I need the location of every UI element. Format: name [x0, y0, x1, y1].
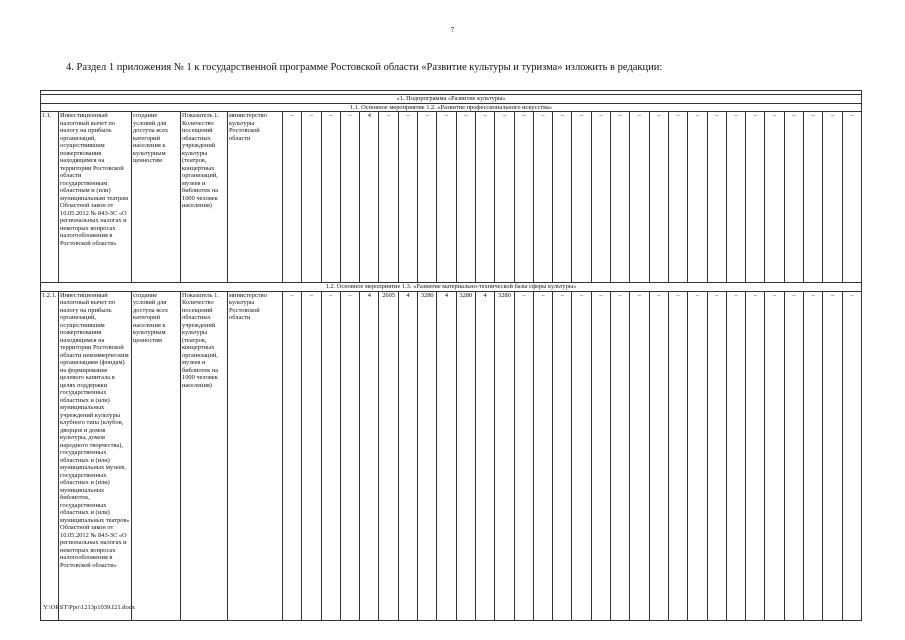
- benefit-goal: создание условий для доступа всех категорий населения к культурным ценностям: [132, 112, 181, 283]
- value-cell: –: [456, 112, 475, 283]
- value-cell: 3280: [456, 291, 475, 620]
- value-cell: –: [611, 112, 630, 283]
- page-number: 7: [450, 26, 455, 34]
- value-cell: –: [379, 112, 398, 283]
- tax-benefit-name: Инвестиционный налоговый вычет по налогу на прибыль организаций, осуществившим пожертвования находящимся на территории Ростовской области некоммерческим организациям (фондам) на формирование целевого капитала в целях поддержки государственных областных и (или) муниципальных учреждений культуры клубного типа (клубов, дворцов и домов культуры, домов народного творчества), государственных областных и (или) муниципальных музеев, государственных областных и (или) муниципальных библиотек, государственных областных и (или) муниципальных театров» Областной закон от 10.05.2012 № 843-ЗС «О региональных налогах и некоторых вопросах налогообложения в Ростовской области»: [59, 291, 132, 620]
- value-cell: 3280: [495, 291, 514, 620]
- tax-expenditure-table: [40, 90, 862, 621]
- value-cell: –: [688, 291, 707, 620]
- value-cell: –: [340, 112, 359, 283]
- value-cell: –: [784, 291, 803, 620]
- value-cell: –: [283, 291, 302, 620]
- value-cell: –: [321, 291, 340, 620]
- target-indicator: Показатель 1. Количество посещений областных учреждений культуры (театров, концертных организаций, музеев и библиотек на 1000 человек населения): [181, 112, 228, 283]
- value-cell: –: [572, 112, 591, 283]
- value-cell: –: [726, 112, 745, 283]
- value-cell: –: [630, 291, 649, 620]
- row-number: 1.1.: [41, 112, 59, 283]
- value-cell: –: [649, 112, 668, 283]
- file-path-footer: Y:\ORST\Ppo\1213p1039.f21.docx: [43, 604, 135, 611]
- value-cell: –: [572, 291, 591, 620]
- value-cell: –: [668, 112, 687, 283]
- section-header: 1.2. Основное мероприятие 1.3. «Развитие материально-технической базы сферы культуры»: [41, 283, 862, 292]
- value-cell: –: [514, 112, 533, 283]
- value-cell: –: [823, 291, 842, 620]
- value-cell: –: [437, 112, 456, 283]
- target-indicator: Показатель 1. Количество посещений областных учреждений культуры (театров, концертных организаций, музеев и библиотек на 1000 человек населения): [181, 291, 228, 620]
- table-row: [41, 291, 862, 620]
- value-cell: –: [746, 291, 765, 620]
- table-row: [41, 112, 862, 283]
- value-cell: –: [784, 112, 803, 283]
- value-cell: –: [533, 291, 552, 620]
- value-cell: –: [765, 291, 784, 620]
- value-cell: –: [553, 112, 572, 283]
- intro-paragraph: 4. Раздел 1 приложения № 1 к государственной программе Ростовской области «Развитие культуры и туризма» изложить в редакции:: [66, 62, 663, 73]
- value-cell: –: [495, 112, 514, 283]
- subprogram-row: [41, 95, 862, 104]
- value-cell: –: [823, 112, 842, 283]
- value-cell: 4: [475, 291, 494, 620]
- value-cell: 2605: [379, 291, 398, 620]
- value-cell: –: [340, 291, 359, 620]
- value-cell: –: [418, 112, 437, 283]
- value-cell: –: [726, 291, 745, 620]
- value-cell: –: [514, 291, 533, 620]
- tax-benefit-name: Инвестиционный налоговый вычет по налогу на прибыль организаций, осуществившим пожертвования находящимся на территории Ростовской области государственным областным и (или) муниципальным театрам Областной закон от 10.05.2012 № 843-ЗС «О региональных налогах и некоторых вопросах налогообложения в Ростовской области»: [59, 112, 132, 283]
- value-cell: –: [804, 112, 823, 283]
- value-cell: –: [688, 112, 707, 283]
- value-cell: 4: [360, 112, 379, 283]
- value-cell: –: [611, 291, 630, 620]
- value-cell: –: [649, 291, 668, 620]
- subprogram-title: «1. Подпрограмма «Развитие культуры»: [41, 95, 862, 104]
- table-body: [41, 103, 862, 620]
- section-header-row: [41, 283, 862, 292]
- value-cell: –: [804, 291, 823, 620]
- value-cell: –: [591, 291, 610, 620]
- value-cell: –: [302, 112, 321, 283]
- value-cell: 3280: [418, 291, 437, 620]
- value-cell: –: [302, 291, 321, 620]
- curator-agency: министерство культуры Ростовской области: [228, 112, 283, 283]
- value-cell: –: [283, 112, 302, 283]
- value-cell: –: [842, 112, 861, 283]
- value-cell: –: [746, 112, 765, 283]
- value-cell: –: [707, 112, 726, 283]
- value-cell: –: [553, 291, 572, 620]
- value-cell: 4: [360, 291, 379, 620]
- section-header: 1.1. Основное мероприятие 1.2. «Развитие профессионального искусства»: [41, 103, 862, 112]
- row-number: 1.2.1.: [41, 291, 59, 620]
- value-cell: –: [842, 291, 861, 620]
- curator-agency: министерство культуры Ростовской области: [228, 291, 283, 620]
- value-cell: –: [321, 112, 340, 283]
- value-cell: –: [591, 112, 610, 283]
- section-header-row: [41, 103, 862, 112]
- value-cell: 4: [437, 291, 456, 620]
- value-cell: –: [765, 112, 784, 283]
- value-cell: 4: [398, 291, 417, 620]
- value-cell: –: [707, 291, 726, 620]
- value-cell: –: [533, 112, 552, 283]
- value-cell: –: [475, 112, 494, 283]
- value-cell: –: [630, 112, 649, 283]
- benefit-goal: создание условий для доступа всех категорий населения к культурным ценностям: [132, 291, 181, 620]
- value-cell: –: [668, 291, 687, 620]
- value-cell: –: [398, 112, 417, 283]
